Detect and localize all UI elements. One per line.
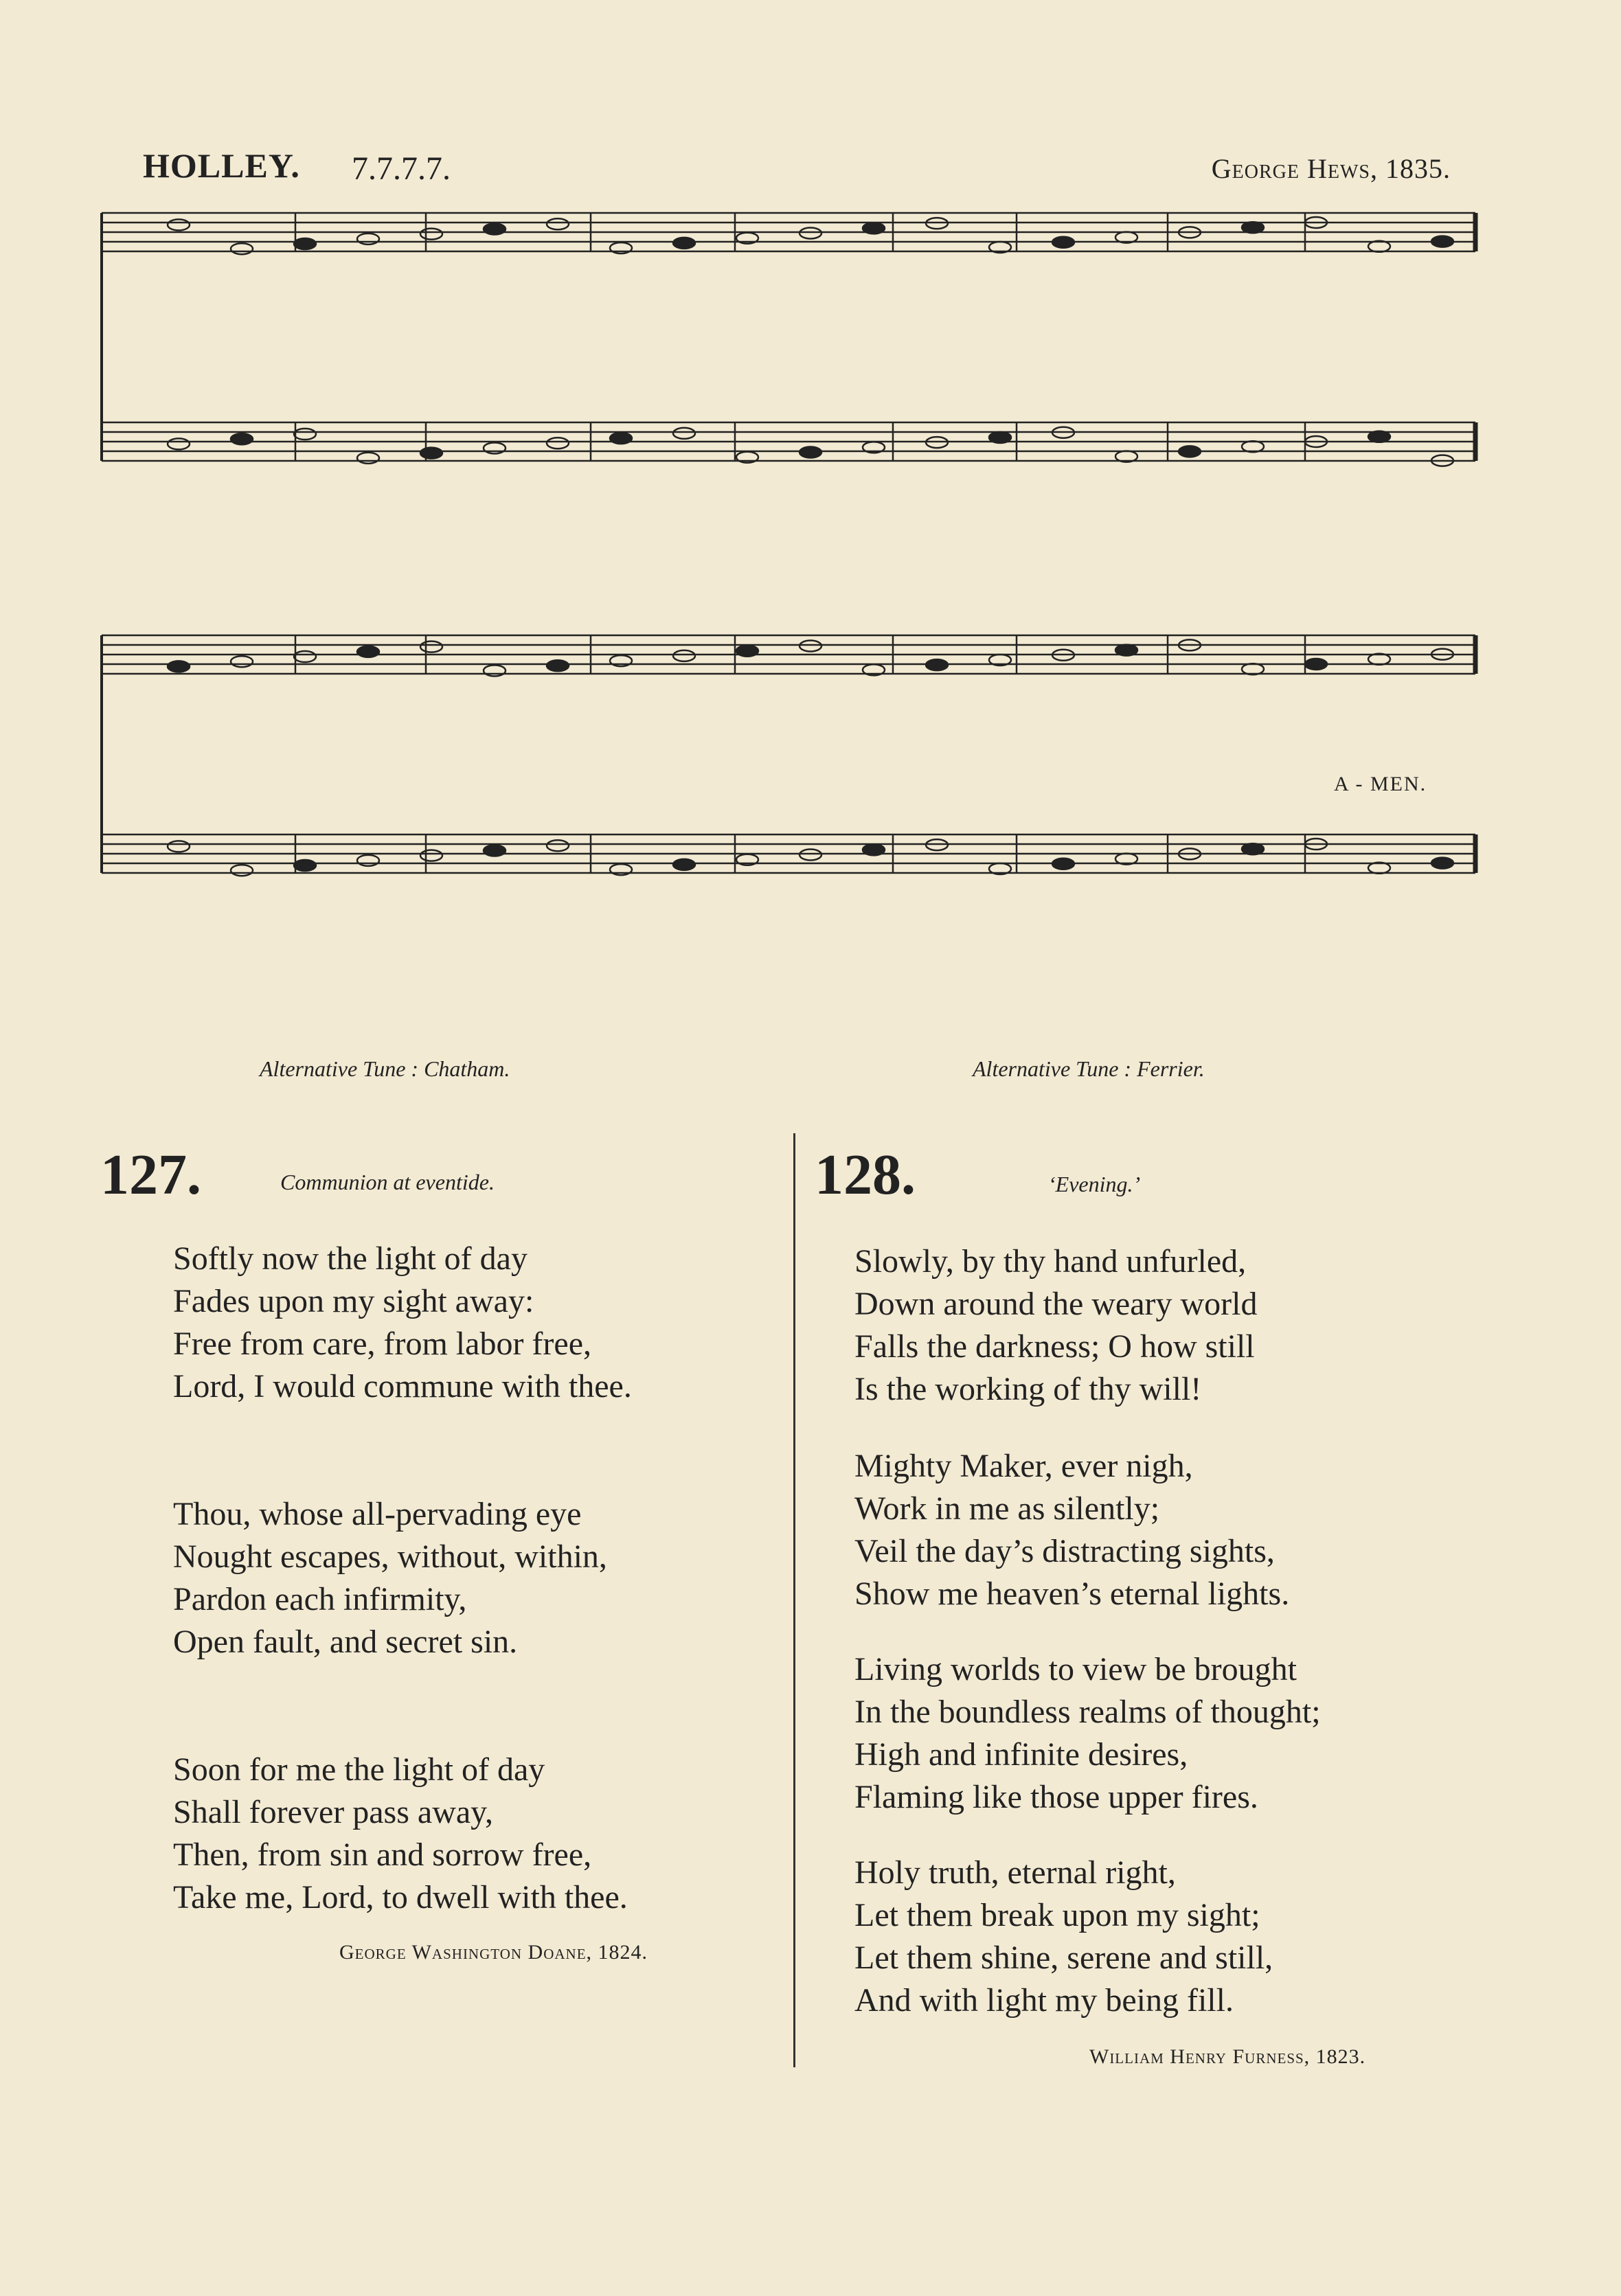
column-divider bbox=[793, 1133, 795, 2067]
verse-line: Free from care, from labor free, bbox=[173, 1326, 591, 1362]
music-score bbox=[96, 179, 1497, 962]
stanza bbox=[854, 1445, 1289, 1615]
verse-line: Let them shine, serene and still, bbox=[854, 1940, 1273, 1976]
verse-line: Let them break upon my sight; bbox=[854, 1897, 1260, 1933]
verse-line: Work in me as silently; bbox=[854, 1490, 1160, 1527]
alternative-tune-left: Alternative Tune : Chatham. bbox=[260, 1056, 510, 1081]
verse-line: Thou, whose all-pervading eye bbox=[173, 1496, 582, 1532]
hymn-subtitle: Communion at eventide. bbox=[280, 1170, 495, 1194]
verse-line: Veil the day’s distracting sights, bbox=[854, 1533, 1275, 1569]
hymn-number: 128. bbox=[815, 1143, 916, 1207]
tune-name: HOLLEY. bbox=[143, 146, 300, 185]
verse-line: Slowly, by thy hand unfurled, bbox=[854, 1243, 1247, 1280]
verse-line: Shall forever pass away, bbox=[173, 1794, 494, 1830]
stanza bbox=[173, 1493, 607, 1663]
verse-line: Show me heaven’s eternal lights. bbox=[854, 1576, 1290, 1612]
verse-line: Nought escapes, without, within, bbox=[173, 1538, 607, 1575]
verse-line: Take me, Lord, to dwell with thee. bbox=[173, 1879, 628, 1916]
verse-line: Pardon each infirmity, bbox=[173, 1581, 467, 1617]
hymn-number: 127. bbox=[100, 1143, 201, 1207]
stanza bbox=[854, 1648, 1321, 1819]
stanza bbox=[173, 1749, 628, 1919]
verse-line: Lord, I would commune with thee. bbox=[173, 1368, 632, 1405]
verse-line: Flaming like those upper fires. bbox=[854, 1779, 1258, 1815]
alternative-tune-right: Alternative Tune : Ferrier. bbox=[973, 1056, 1205, 1081]
hymn-author: William Henry Furness, 1823. bbox=[1089, 2045, 1366, 2068]
verse-line: Mighty Maker, ever nigh, bbox=[854, 1448, 1193, 1484]
verse-line: Open fault, and secret sin. bbox=[173, 1624, 518, 1660]
verse-line: Soon for me the light of day bbox=[173, 1751, 545, 1788]
verse-line: Falls the darkness; O how still bbox=[854, 1328, 1255, 1365]
verse-line: Fades upon my sight away: bbox=[173, 1283, 534, 1319]
amen-label: A - MEN. bbox=[1334, 773, 1427, 795]
verse-line: In the boundless realms of thought; bbox=[854, 1694, 1321, 1730]
verse-line: Living worlds to view be brought bbox=[854, 1651, 1297, 1687]
verse-line: High and infinite desires, bbox=[854, 1736, 1188, 1773]
verse-line: And with light my being fill. bbox=[854, 1982, 1234, 2019]
hymn-subtitle: ‘Evening.’ bbox=[1048, 1172, 1141, 1196]
stanza bbox=[173, 1238, 632, 1408]
verse-line: Then, from sin and sorrow free, bbox=[173, 1837, 592, 1873]
hymn-author: George Washington Doane, 1824. bbox=[339, 1941, 648, 1964]
verse-line: Softly now the light of day bbox=[173, 1240, 528, 1277]
verse-line: Down around the weary world bbox=[854, 1286, 1258, 1322]
composer: George Hews, 1835. bbox=[1211, 153, 1451, 184]
stanza bbox=[854, 1852, 1273, 2022]
stanza bbox=[854, 1240, 1258, 1411]
meter: 7.7.7.7. bbox=[352, 150, 451, 187]
verse-line: Holy truth, eternal right, bbox=[854, 1854, 1176, 1891]
verse-line: Is the working of thy will! bbox=[854, 1371, 1202, 1407]
